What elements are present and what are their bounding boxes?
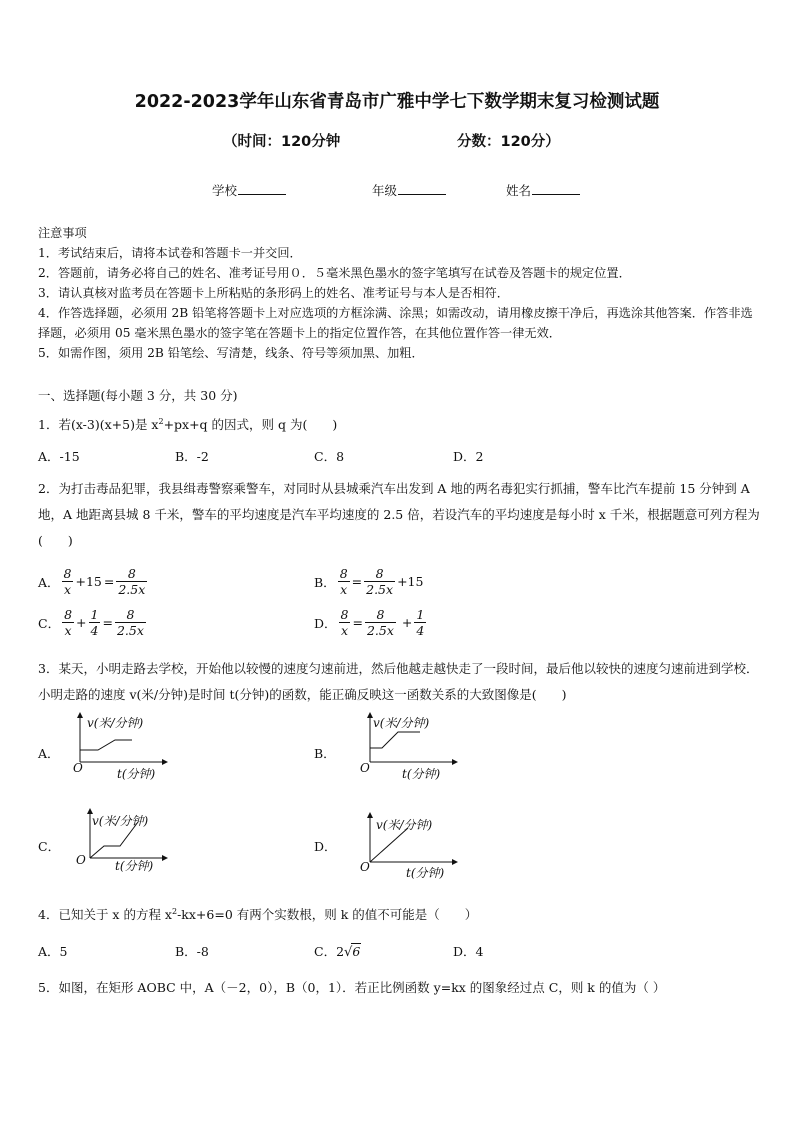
grade-field[interactable] [372, 181, 446, 199]
question-4-option-c[interactable]: C．2√6 [314, 944, 361, 960]
question-4-option-a[interactable]: A．5 [38, 944, 68, 959]
graph-origin: O [360, 860, 370, 874]
question-1-option-b[interactable]: B．-2 [175, 449, 209, 464]
fraction: $\frac{8}{2.5x}$ [116, 607, 144, 638]
question-3-option-b-label[interactable]: B． [314, 746, 336, 761]
fraction: $\frac{1}{4}$ [416, 607, 425, 638]
fraction: $\frac{8}{x}$ [63, 566, 72, 597]
graph-origin: O [76, 853, 86, 867]
graph-origin: O [360, 761, 370, 775]
graph-x-label: t(分钟) [115, 859, 154, 873]
fraction: $\frac{8}{x}$ [64, 607, 73, 638]
graph-x-label: t(分钟) [402, 767, 441, 781]
notes-item: 3．请认真核对监考员在答题卡上所粘贴的条形码上的姓名、准考证号与本人是否相符． [38, 286, 509, 300]
graph-x-label: t(分钟) [406, 866, 445, 880]
notes-heading: 注意事项 [38, 226, 87, 240]
question-3-stem: 3．某天，小明走路去学校，开始他以较慢的速度匀速前进，然后他越走越快走了一段时间，最后他以较快的速度匀速前进到学校．小明走路的速度 v(米/分钟)是时间 t(分钟)的函数，能正确反映这一函数关系的大致图像是( ) [38, 661, 759, 702]
name-label: 姓名 [506, 183, 532, 198]
fraction: $\frac{8}{x}$ [339, 566, 348, 597]
name-field[interactable] [506, 181, 580, 199]
question-1-stem: 1．若(x-3)(x+5)是 $x^2+px+q$ 的因式，则 q 为( ) [38, 416, 338, 432]
grade-label: 年级 [372, 183, 398, 198]
graph-y-label: v(米/分钟) [87, 716, 144, 730]
question-3-option-a-label[interactable]: A． [38, 746, 60, 761]
graph-y-label: v(米/分钟) [92, 814, 149, 828]
question-4-stem: 4．已知关于 x 的方程 $x^2-kx+6=0$ 有两个实数根，则 k 的值不可能是（ ） [38, 906, 478, 922]
graph-origin: O [73, 761, 83, 775]
question-4-option-b[interactable]: B．-8 [175, 944, 209, 959]
notes-item: 5．如需作图，须用 2B 铅笔绘、写清楚，线条、符号等须加黑、加粗． [38, 346, 424, 360]
notes-item: 4．作答选择题，必须用 2B 铅笔将答题卡上对应选项的方框涂满、涂黑；如需改动，请用橡皮擦干净后，再选涂其他答案．作答非选择题，必须用 05 毫米黑色墨水的签字笔在答题卡上的指定位置作答，在其他位置作答一律无效． [38, 306, 753, 340]
question-2-option-c[interactable]: C． $\frac{8}{x}$ + $\frac{1}{4}$ = $\frac{8}{2.5x}$ [38, 607, 144, 638]
section-heading: 一、选择题(每小题 3 分，共 30 分) [38, 388, 238, 403]
question-4-option-d[interactable]: D．4 [453, 944, 484, 959]
question-2-option-d[interactable]: D． $\frac{8}{x}$ = $\frac{8}{2.5x}$ + $\frac{1}{4}$ [314, 607, 425, 638]
question-2-option-b[interactable]: B． $\frac{8}{x}$ = $\frac{8}{2.5x}$ +15 [314, 566, 424, 597]
question-3-option-c-label[interactable]: C． [38, 839, 61, 854]
graph-y-label: v(米/分钟) [376, 818, 433, 832]
notes-block [38, 223, 758, 363]
graph-x-label: t(分钟) [117, 767, 156, 781]
name-blank[interactable] [532, 182, 580, 195]
notes-item: 2．答题前，请务必将自己的姓名、准考证号用０．５毫米黑色墨水的签字笔填写在试卷及答题卡的规定位置． [38, 266, 631, 280]
question-1-option-d[interactable]: D．2 [453, 449, 484, 464]
question-3-option-d-label[interactable]: D． [314, 839, 337, 854]
question-2-option-a[interactable]: A． $\frac{8}{x}$ +15 = $\frac{8}{2.5x}$ [38, 566, 146, 597]
fraction: $\frac{1}{4}$ [90, 607, 99, 638]
exam-score: 分数：120分） [457, 134, 560, 150]
grade-blank[interactable] [398, 182, 446, 195]
graph-y-label: v(米/分钟) [373, 716, 430, 730]
question-2-stem: 2．为打击毒品犯罪，我县缉毒警察乘警车，对同时从县城乘汽车出发到 A 地的两名毒犯实行抓捕，警车比汽车提前 15 分钟到 A 地，A 地距离县城 8 千米，警车的平均速度是汽车平均速度的 2.5 倍，若设汽车的平均速度是每小时 x 千米，根据题意可列方程为( ) [38, 481, 760, 548]
exam-time: （时间：120分钟 [223, 134, 341, 150]
fraction: $\frac{8}{2.5x}$ [118, 566, 146, 597]
notes-item: 1．考试结束后，请将本试卷和答题卡一并交回． [38, 246, 302, 260]
question-1-option-a[interactable]: A．-15 [38, 449, 80, 464]
exam-title: 2022-2023学年山东省青岛市广雅中学七下数学期末复习检测试题 [134, 92, 660, 112]
school-blank[interactable] [238, 182, 286, 195]
school-field[interactable] [212, 181, 286, 199]
question-1-option-c[interactable]: C．8 [314, 449, 345, 464]
fraction: $\frac{8}{2.5x}$ [366, 607, 394, 638]
fraction: $\frac{8}{2.5x}$ [366, 566, 394, 597]
question-5-stem: 5．如图，在矩形 AOBC 中，A（－2，0），B（0，1）．若正比例函数 y=kx 的图象经过点 C，则 k 的值为（ ） [38, 980, 666, 995]
school-label: 学校 [212, 183, 238, 198]
fraction: $\frac{8}{x}$ [340, 607, 349, 638]
